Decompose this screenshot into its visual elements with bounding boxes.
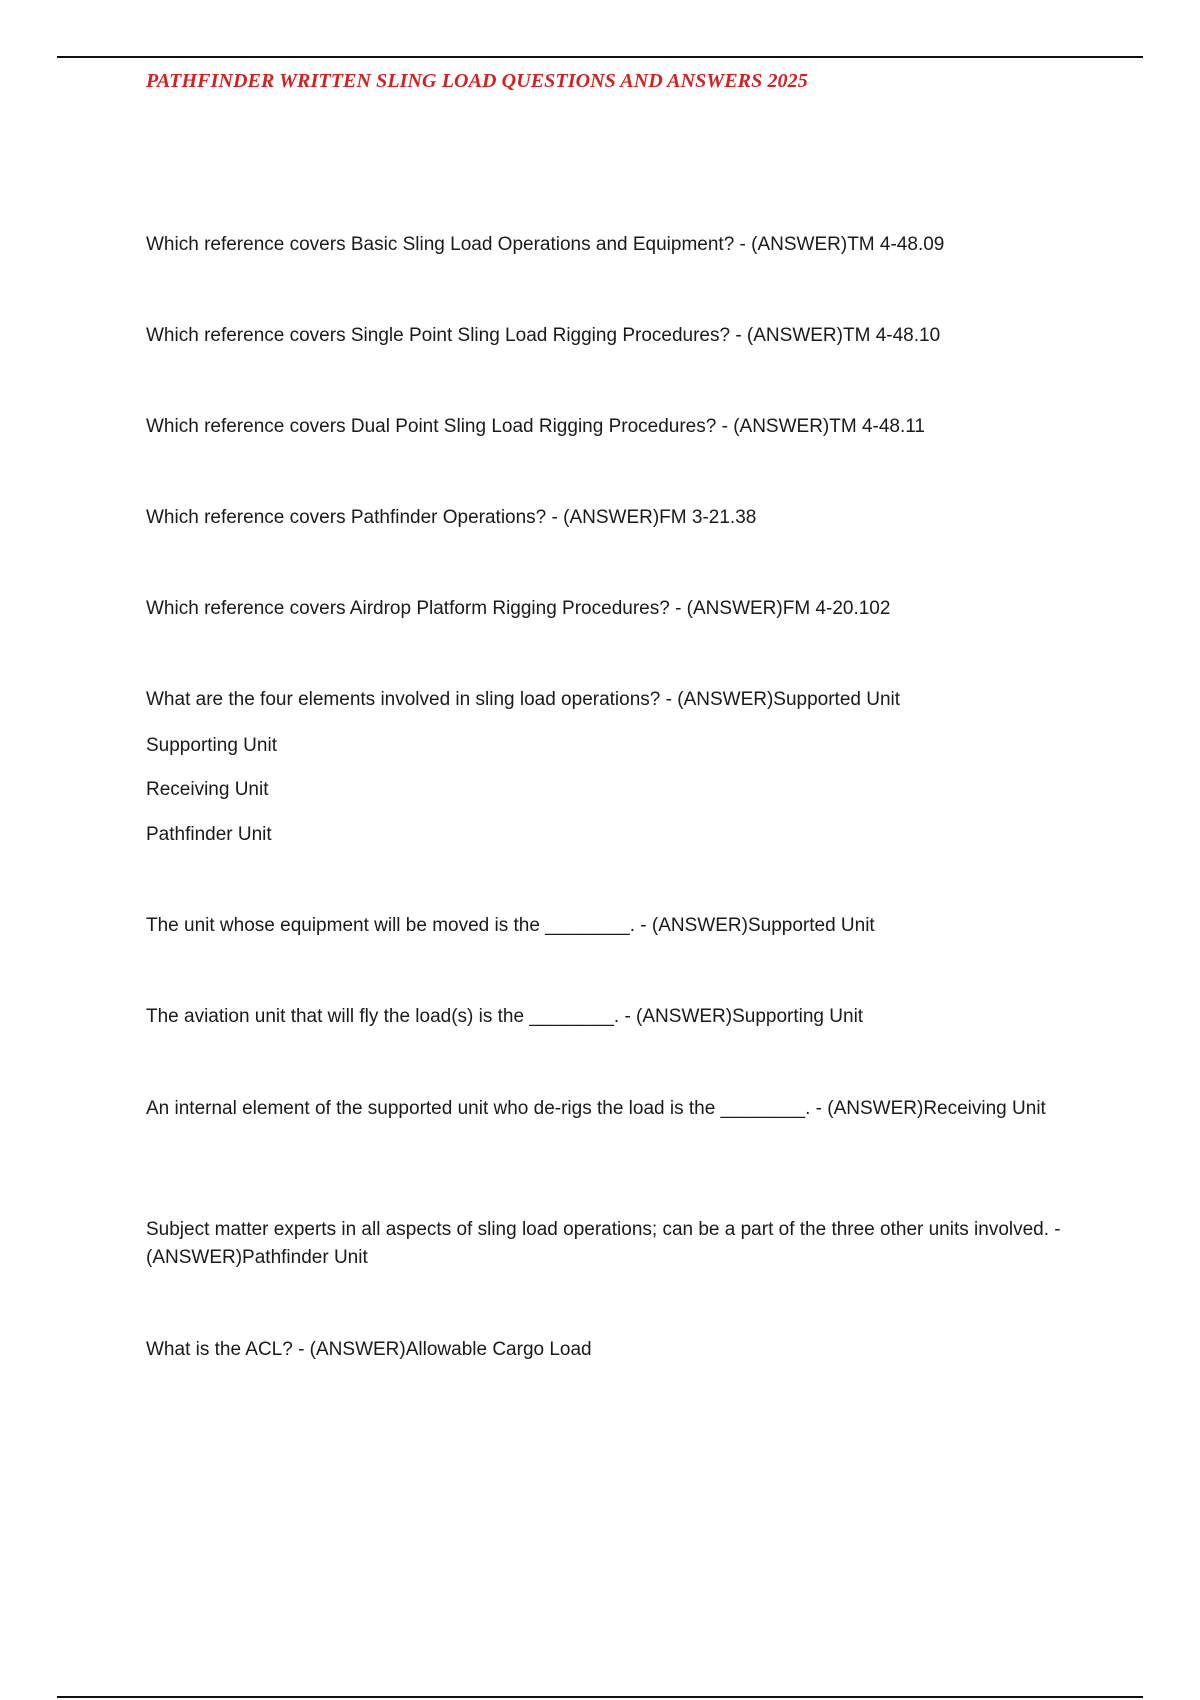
qa-item-receiving-unit: An internal element of the supported unit who de-rigs the load is the ________. - (ANSWER)Receiving Unit: [146, 1098, 1046, 1119]
qa-item-acl: What is the ACL? - (ANSWER)Allowable Cargo Load: [146, 1339, 592, 1360]
qa-item-dual-point-reference: Which reference covers Dual Point Sling Load Rigging Procedures? - (ANSWER)TM 4-48.11: [146, 416, 925, 437]
document-title: PATHFINDER WRITTEN SLING LOAD QUESTIONS AND ANSWERS 2025: [146, 70, 808, 92]
qa-item-supporting-unit: The aviation unit that will fly the load(s) is the ________. - (ANSWER)Supporting Unit: [146, 1006, 864, 1027]
qa-item-pathfinder-ops-reference: Which reference covers Pathfinder Operations? - (ANSWER)FM 3-21.38: [146, 507, 757, 528]
answer-line-receiving-unit: Receiving Unit: [146, 779, 269, 800]
qa-item-pathfinder-unit: Subject matter experts in all aspects of sling load operations; can be a part of the three other units involved. - (ANSWER)Pathfinder Unit: [146, 1219, 1061, 1268]
qa-item-basic-sling-load-reference: Which reference covers Basic Sling Load Operations and Equipment? - (ANSWER)TM 4-48.09: [146, 234, 945, 255]
top-rule: [57, 56, 1143, 58]
qa-item-four-elements: What are the four elements involved in sling load operations? - (ANSWER)Supported Unit: [146, 689, 901, 710]
answer-line-pathfinder-unit: Pathfinder Unit: [146, 824, 272, 845]
qa-item-supported-unit: The unit whose equipment will be moved is the ________. - (ANSWER)Supported Unit: [146, 915, 875, 936]
answer-line-supporting-unit: Supporting Unit: [146, 735, 277, 756]
qa-item-single-point-reference: Which reference covers Single Point Sling Load Rigging Procedures? - (ANSWER)TM 4-48.10: [146, 325, 941, 346]
bottom-rule: [57, 1696, 1143, 1698]
qa-item-airdrop-platform-reference: Which reference covers Airdrop Platform Rigging Procedures? - (ANSWER)FM 4-20.102: [146, 598, 891, 619]
